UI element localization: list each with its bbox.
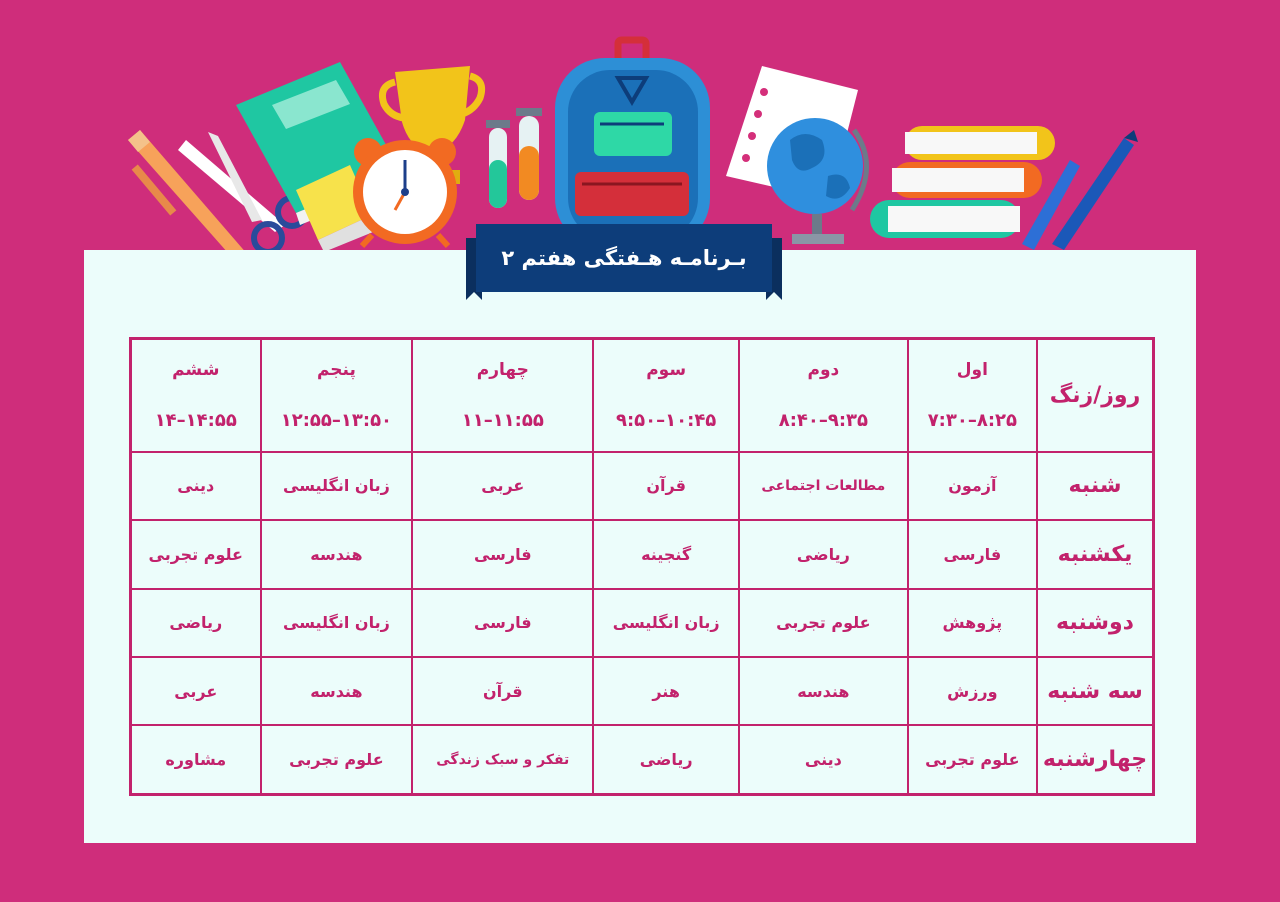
- class-cell: گنجینه: [593, 520, 739, 588]
- class-cell: علوم تجربی: [908, 725, 1037, 794]
- table-header-row: [131, 339, 1154, 452]
- day-label: شنبه: [1037, 452, 1154, 520]
- class-cell: قرآن: [593, 452, 739, 520]
- class-cell: قرآن: [412, 657, 593, 725]
- class-cell: علوم تجربی: [131, 520, 261, 588]
- class-cell: آزمون: [908, 452, 1037, 520]
- title-banner: [466, 224, 782, 302]
- class-cell: ریاضی: [593, 725, 739, 794]
- class-cell: تفکر و سبک زندگی: [412, 725, 593, 794]
- period-header: [412, 339, 593, 452]
- period-name: پنجم: [316, 359, 356, 380]
- class-cell: عربی: [131, 657, 261, 725]
- page-title: بـرنامـه هـفتگی هفتم ۲: [501, 246, 747, 270]
- books-stack-icon: [870, 126, 1055, 238]
- class-cell: هندسه: [739, 657, 908, 725]
- class-cell: علوم تجربی: [739, 589, 908, 657]
- period-name: ششم: [172, 359, 220, 380]
- class-cell: مطالعات اجتماعی: [739, 452, 908, 520]
- period-name: دوم: [807, 359, 840, 380]
- day-label: دوشنبه: [1037, 589, 1154, 657]
- weekly-schedule-table: [129, 337, 1155, 796]
- period-header: [593, 339, 739, 452]
- class-cell: هنر: [593, 657, 739, 725]
- class-cell: ریاضی: [131, 589, 261, 657]
- period-header: [261, 339, 413, 452]
- class-cell: فارسی: [412, 520, 593, 588]
- period-time: ۱۱–۱۱:۵۵: [461, 409, 544, 431]
- class-cell: مشاوره: [131, 725, 261, 794]
- period-name: چهارم: [476, 359, 529, 380]
- backpack-icon: [555, 40, 710, 248]
- class-cell: ریاضی: [739, 520, 908, 588]
- class-cell: زبان انگلیسی: [261, 452, 413, 520]
- period-header: [908, 339, 1037, 452]
- period-time: ۱۴–۱۴:۵۵: [154, 409, 237, 431]
- class-cell: فارسی: [908, 520, 1037, 588]
- table-row: [131, 520, 1154, 588]
- period-name: اول: [956, 359, 988, 380]
- class-cell: زبان انگلیسی: [261, 589, 413, 657]
- table-row: [131, 657, 1154, 725]
- class-cell: عربی: [412, 452, 593, 520]
- class-cell: هندسه: [261, 657, 413, 725]
- period-time: ۸:۴۰–۹:۳۵: [778, 409, 869, 431]
- day-label: چهارشنبه: [1037, 725, 1154, 794]
- class-cell: دینی: [131, 452, 261, 520]
- table-row: [131, 725, 1154, 794]
- class-cell: هندسه: [261, 520, 413, 588]
- table-row: [131, 589, 1154, 657]
- test-tubes-icon: [486, 108, 542, 208]
- class-cell: دینی: [739, 725, 908, 794]
- class-cell: ورزش: [908, 657, 1037, 725]
- period-name: سوم: [646, 359, 687, 380]
- class-cell: پژوهش: [908, 589, 1037, 657]
- class-cell: فارسی: [412, 589, 593, 657]
- period-time: ۱۲:۵۵–۱۳:۵۰: [280, 409, 393, 431]
- school-supplies-illustration: [0, 0, 1280, 260]
- period-time: ۹:۵۰–۱۰:۴۵: [615, 409, 717, 431]
- period-header: [739, 339, 908, 452]
- period-time: ۷:۳۰–۸:۲۵: [927, 409, 1018, 431]
- class-cell: زبان انگلیسی: [593, 589, 739, 657]
- class-cell: علوم تجربی: [261, 725, 413, 794]
- corner-label: روز/زنگ: [1037, 339, 1154, 452]
- day-label: سه شنبه: [1037, 657, 1154, 725]
- period-header: [131, 339, 261, 452]
- table-row: [131, 452, 1154, 520]
- day-label: یکشنبه: [1037, 520, 1154, 588]
